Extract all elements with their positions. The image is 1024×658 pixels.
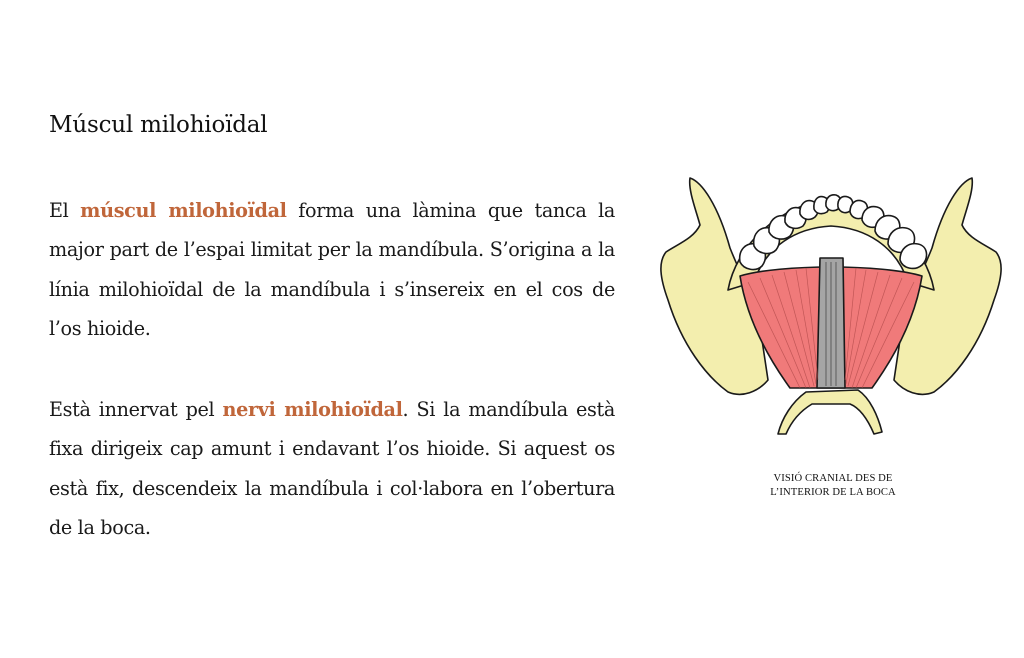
paragraph-description bbox=[49, 191, 615, 349]
highlight-muscle-term: múscul milohioïdal bbox=[80, 199, 287, 222]
hyoid-bone bbox=[778, 390, 882, 434]
mylohyoid-illustration-svg bbox=[655, 170, 1007, 440]
figure-caption bbox=[700, 472, 966, 500]
paragraph-text: . Si la mandíbula està fixa dirigeix cap amunt i endavant l’os hioide. Si aquest os està fix, descendeix la mandíbula i col·labora en l’obertura de la boca. bbox=[49, 398, 615, 540]
page-title: Múscul milohioïdal bbox=[49, 112, 268, 138]
paragraph-text: Està innervat pel bbox=[49, 398, 223, 421]
paragraph-innervation bbox=[49, 390, 615, 548]
caption-line: VISIÓ CRANIAL DES DE bbox=[773, 473, 893, 484]
paragraph-text: El bbox=[49, 199, 81, 222]
anatomy-illustration bbox=[655, 170, 1007, 440]
highlight-nerve-term: nervi milohioïdal bbox=[222, 398, 403, 421]
caption-line: L’INTERIOR DE LA BOCA bbox=[770, 487, 896, 498]
paragraph-text: forma una làmina que tanca la major part de l’espai limitat per la mandíbula. S’origina a la línia milohioïdal de la mandíbula i s’insereix en el cos de l’os hioide. bbox=[49, 199, 615, 341]
